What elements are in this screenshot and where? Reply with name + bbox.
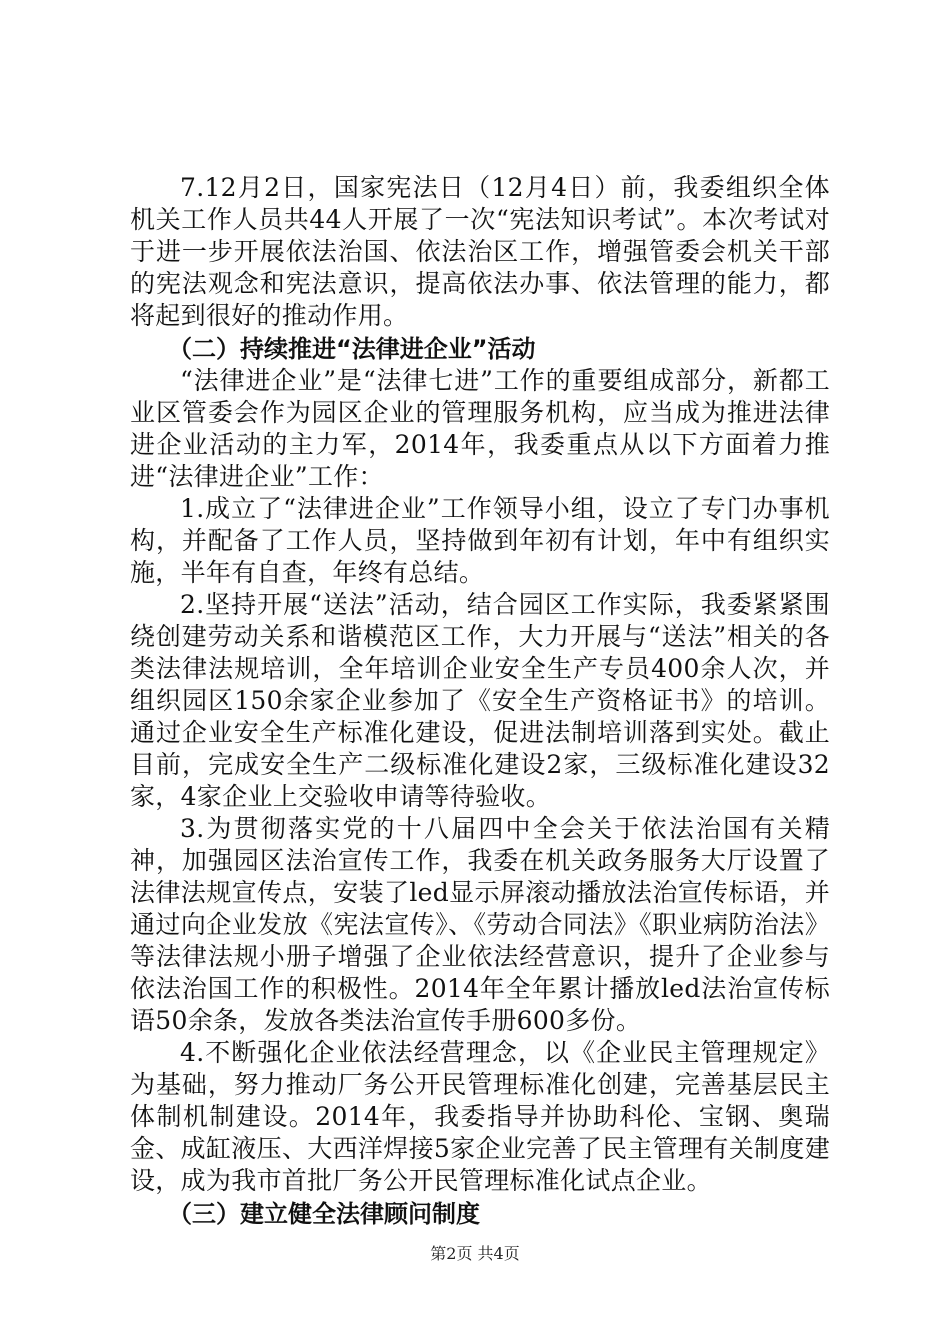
paragraph-item-3: 3.为贯彻落实党的十八届四中全会关于依法治国有关精神，加强园区法治宣传工作，我委在机关政务服务大厅设置了法律法规宣传点，安装了led显示屏滚动播放法治宣传标语，并通过向企业发放《宪法宣传》、《劳动合同法》《职业病防治法》等法律法规小册子增强了企业依法经营意识，提升了企业参与依法治国工作的积极性。2014年全年累计播放led法治宣传标语50余条，发放各类法治宣传手册600多份。 [130, 814, 830, 1035]
document-body [130, 172, 830, 1230]
paragraph-item-7: 7.12月2日，国家宪法日（12月4日）前，我委组织全体机关工作人员共44人开展了一次“宪法知识考试”。本次考试对于进一步开展依法治国、依法治区工作，增强管委会机关干部的宪法观念和宪法意识，提高依法办事、依法管理的能力，都将起到很好的推动作用。 [130, 173, 830, 330]
section-heading-3: （三）建立健全法律顾问制度 [168, 1200, 480, 1228]
paragraph-item-2: 2.坚持开展“送法”活动，结合园区工作实际，我委紧紧围绕创建劳动关系和谐模范区工作，大力开展与“送法”相关的各类法律法规培训，全年培训企业安全生产专员400余人次，并组织园区150余家企业参加了《安全生产资格证书》的培训。通过企业安全生产标准化建设，促进法制培训落到实处。截止目前，完成安全生产二级标准化建设2家，三级标准化建设32家，4家企业上交验收申请等待验收。 [130, 590, 830, 811]
paragraph-intro: “法律进企业”是“法律七进”工作的重要组成部分，新都工业区管委会作为园区企业的管理服务机构，应当成为推进法律进企业活动的主力军，2014年，我委重点从以下方面着力推进“法律进企业”工作： [130, 366, 830, 491]
page-number-footer: 第2页 共4页 [430, 1244, 520, 1263]
section-heading-2: （二）持续推进“法律进企业”活动 [168, 335, 536, 363]
paragraph-item-1: 1.成立了“法律进企业”工作领导小组，设立了专门办事机构，并配备了工作人员，坚持做到年初有计划，年中有组织实施，半年有自查，年终有总结。 [130, 494, 830, 587]
paragraph-item-4: 4.不断强化企业依法经营理念，以《企业民主管理规定》为基础，努力推动厂务公开民管理标准化创建，完善基层民主体制机制建设。2014年，我委指导并协助科伦、宝钢、奥瑞金、成缸液压、大西洋焊接5家企业完善了民主管理有关制度建设，成为我市首批厂务公开民管理标准化试点企业。 [130, 1038, 830, 1195]
